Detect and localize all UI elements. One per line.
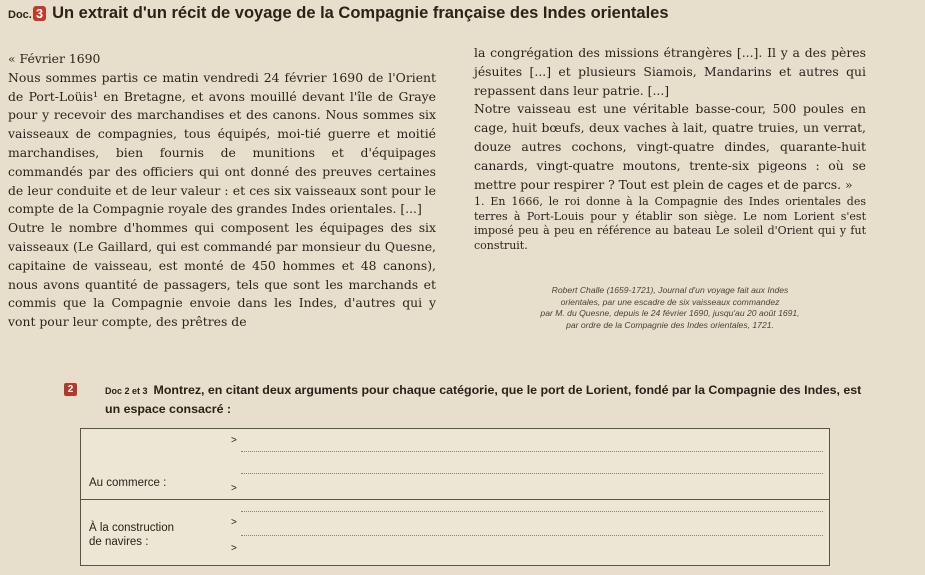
answer-line[interactable]: [241, 473, 823, 474]
source-line: par ordre de la Compagnie des Indes orientales, 1721.: [566, 319, 774, 330]
answer-line[interactable]: [241, 451, 823, 452]
text-date: « Février 1690: [8, 51, 101, 66]
text-paragraph: la congrégation des missions étrangères [...]. Il y a des pères jésuites [...] et plusieurs Siamois, Mandarins et autres qui repassent dans leur patrie. [...]: [474, 45, 866, 98]
doc-badge: [8, 6, 46, 21]
doc-badge-number: 3: [33, 6, 46, 21]
question-number: 2: [64, 383, 77, 396]
answer-row-commerce: [81, 429, 829, 500]
question-prompt: Montrez, en citant deux arguments pour chaque catégorie, que le port de Lorient, fondé par la Compagnie des Indes, est un espace consacré :: [105, 383, 862, 416]
doc-badge-prefix: Doc.: [8, 9, 32, 21]
text-paragraph: Notre vaisseau est une véritable basse-cour, 500 poules en cage, huit bœufs, deux vaches à lait, quatre truies, un verrat, douze autres cochons, vingt-quatre dindes, quarante-huit canards, vingt-quatre moutons, trente-six pigeons : où se mettre pour respirer ? Tout est plein de cages et de parcs. »: [474, 101, 866, 192]
source-line: par M. du Quesne, depuis le 24 février 1690, jusqu'au 20 août 1691,: [540, 308, 800, 319]
text-paragraph: Nous sommes partis ce matin vendredi 24 février 1690 de l'Orient de Port-Loüis¹ en Bretagne, et avons mouillé devant l'île de Graye pour y recevoir des marchandises et des canons. Nous sommes six vaisseaux de compagnies, tous équipés, moi-tié guerre et moitié marchandises, bien fournis de munitions et d'équipages commandés par des officiers qui ont donné des preuves certaines de leur conduite et de leur valeur : et ces six vaisseaux sont pour le compte de la Compagnie royale des grandes Indes orientales. [...]: [8, 69, 436, 217]
answer-row-construction: [81, 499, 829, 565]
bullet-arrow: >: [231, 543, 237, 554]
source-line: Robert Challe (1659-1721), Journal d'un voyage fait aux Indes: [551, 285, 789, 295]
answer-table: [80, 428, 830, 566]
bullet-arrow: >: [231, 483, 237, 494]
question-doc-ref: Doc 2 et 3: [105, 386, 148, 396]
category-label: Au commerce :: [89, 477, 167, 489]
bullet-arrow: >: [231, 517, 237, 528]
document-title: Un extrait d'un récit de voyage de la Compagnie française des Indes orientales: [52, 4, 669, 22]
category-label-line: À la construction: [89, 522, 175, 534]
answer-line[interactable]: [241, 535, 823, 536]
document-title-bar: [8, 4, 669, 23]
source-line: orientales, par une escadre de six vaisseaux commandez: [560, 296, 780, 307]
question-text: [105, 381, 865, 418]
text-column-right: [474, 44, 866, 253]
answer-line[interactable]: [241, 511, 823, 512]
source-citation: [474, 285, 866, 331]
bullet-arrow: >: [231, 435, 237, 446]
footnote: 1. En 1666, le roi donne à la Compagnie des Indes orientales des terres à Port-Louis pour y établir son siège. Le nom Lorient s'est imposé peu à peu en référence au bateau Le soleil d'Orient qui y fut construit.: [474, 195, 866, 252]
text-column-left: [8, 50, 436, 332]
category-label: [89, 521, 174, 549]
category-label-line: de navires :: [89, 536, 149, 548]
text-paragraph: Outre le nombre d'hommes qui composent les équipages des six vaisseaux (Le Gaillard, qui est commandé par monsieur du Quesne, capitaine de vaisseau, est monté de 450 hommes et 48 canons), nous avons quantité de passagers, tels que sont les marchands et commis que la Compagnie envoie dans les Indes, d'autres qui y vont pour leur compte, des prêtres de: [8, 220, 436, 330]
